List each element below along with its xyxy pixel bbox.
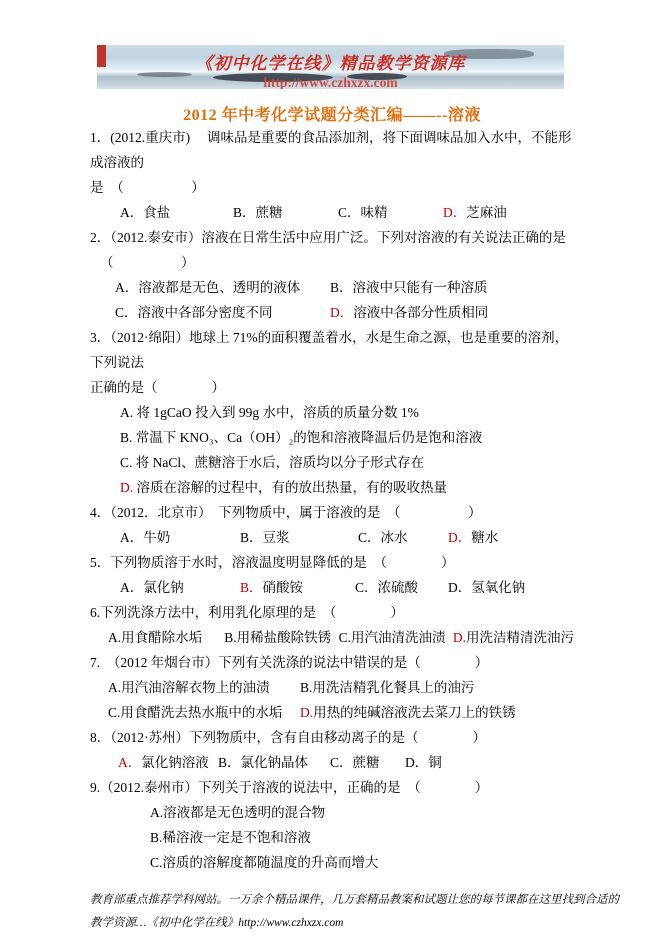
- option-a: [120, 575, 240, 600]
- option-letter: A．: [120, 530, 144, 545]
- question-text: 7. （2012 年烟台市）下列有关洗涤的说法中错误的是（ ）: [90, 655, 489, 670]
- option-letter: B.: [150, 830, 163, 845]
- option-letter: C．: [330, 755, 353, 770]
- option-letter answer-marker: D.: [120, 480, 137, 495]
- questions-list: [90, 125, 574, 875]
- option-b: [218, 750, 330, 775]
- option-letter: C.: [120, 455, 136, 470]
- option-text: 蔗糖: [255, 205, 283, 220]
- question-text: 6.下列洗涤方法中，利用乳化原理的是 （ ）: [90, 605, 404, 620]
- option-text: 溶液都是无色透明的混合物: [163, 805, 326, 820]
- option-b: [90, 825, 574, 850]
- option-b: [240, 575, 355, 600]
- option-letter: A.: [120, 405, 137, 420]
- option-text: 硝酸铵: [262, 580, 304, 595]
- option-text: 稀溶液一定是不饱和溶液: [162, 830, 311, 845]
- options-row: [90, 625, 574, 650]
- option-text: 用食醋除水垢: [121, 630, 203, 645]
- question-1: [90, 125, 574, 225]
- page-title: 2012 年中考化学试题分类汇编——--溶液: [183, 107, 481, 124]
- option-a: [118, 750, 218, 775]
- question-4: [90, 500, 574, 550]
- option-letter answer-marker: D.: [300, 705, 314, 720]
- question-text: 正确的是（ ）: [90, 380, 225, 395]
- options-row: [90, 575, 574, 600]
- option-d: [453, 625, 574, 650]
- option-text: 牛奶: [143, 530, 171, 545]
- option-letter: B.: [224, 630, 237, 645]
- option-a: [115, 275, 330, 300]
- option-text: 氯化钠晶体: [240, 755, 309, 770]
- option-text: 芝麻油: [466, 205, 507, 220]
- option-letter: D．: [448, 580, 472, 595]
- option-a: [90, 400, 574, 425]
- option-letter: A.: [108, 680, 122, 695]
- option-letter answer-marker: D．: [448, 530, 472, 545]
- option-b: [224, 625, 338, 650]
- option-c: [339, 625, 453, 650]
- option-letter: B.: [300, 680, 313, 695]
- option-letter answer-marker: A．: [118, 755, 142, 770]
- question-text: 9.（2012.泰州市）下列关于溶液的说法中，正确的是 （ ）: [90, 780, 489, 795]
- option-a: [108, 675, 300, 700]
- option-letter answer-marker: D.: [452, 630, 466, 645]
- option-letter: B.: [120, 430, 136, 445]
- option-text: 溶液中只能有一种溶质: [352, 280, 488, 295]
- option-d: [448, 575, 525, 600]
- option-a: [108, 625, 224, 650]
- option-letter: A．: [115, 280, 139, 295]
- option-d: [405, 750, 442, 775]
- option-text: 溶质在溶解的过程中，有的放出热量，有的吸收热量: [136, 480, 447, 495]
- options-row: [90, 675, 574, 700]
- question-3: [90, 325, 574, 500]
- option-letter: A.: [150, 805, 164, 820]
- option-text: 溶液中各部分密度不同: [137, 305, 273, 320]
- option-text: 用洗洁精清洗油污: [466, 630, 574, 645]
- option-c: [90, 850, 574, 875]
- banner-site-url: http://www.czhxzx.com: [263, 75, 398, 89]
- footer-line: 教育部重点推荐学科网站。一万余个精品课件，几万套精品教案和试题让您的每节课都在这里找到合适的: [90, 894, 619, 906]
- option-a: [90, 800, 574, 825]
- option-text: 蔗糖: [352, 755, 380, 770]
- option-a: [120, 200, 233, 225]
- option-letter: C．: [355, 580, 378, 595]
- option-text: 将 NaCl、蔗糖溶于水后，溶质均以分子形式存在: [135, 455, 425, 470]
- option-letter answer-marker: D．: [330, 305, 354, 320]
- option-c: [330, 750, 405, 775]
- banner-site-title: 《初中化学在线》精品教学资源库: [195, 54, 466, 73]
- options-row: [90, 200, 574, 225]
- question-text: 3．（2012·绵阳）地球上 71%的面积覆盖着水，水是生命之源，也是重要的溶剂，下列说法: [90, 330, 569, 370]
- option-c: [108, 700, 300, 725]
- option-c: [338, 200, 443, 225]
- options-row: [90, 300, 574, 325]
- option-letter: B．: [240, 530, 263, 545]
- option-text: 用汽油清洗油渍: [350, 630, 446, 645]
- option-b: [300, 675, 474, 700]
- option-text: 用稀盐酸除铁锈: [236, 630, 332, 645]
- option-text: 用食醋洗去热水瓶中的水垢: [120, 705, 283, 720]
- option-text: 溶质的溶解度都随温度的升高而增大: [162, 855, 379, 870]
- option-letter: A.: [108, 630, 122, 645]
- option-b: [330, 275, 488, 300]
- question-text: 是 （ ）: [90, 180, 205, 195]
- option-letter: C．: [358, 530, 381, 545]
- option-d: [90, 475, 574, 500]
- question-2: [90, 225, 574, 325]
- options-row: [90, 525, 574, 550]
- option-d: [443, 200, 507, 225]
- option-c: [90, 450, 574, 475]
- option-letter: C.: [108, 705, 121, 720]
- option-letter: A．: [120, 580, 144, 595]
- option-letter: C．: [338, 205, 361, 220]
- option-text: 糖水: [471, 530, 499, 545]
- option-letter: A．: [120, 205, 144, 220]
- option-b: [233, 200, 338, 225]
- option-b: [90, 425, 574, 450]
- option-d: [330, 300, 488, 325]
- option-letter: C.: [338, 630, 351, 645]
- question-text: 1．(2012.重庆市) 调味品是重要的食品添加剂，将下面调味品加入水中，不能形成溶液的: [90, 130, 572, 170]
- question-9: [90, 775, 574, 875]
- question-text: 8．（2012·苏州）下列物质中，含有自由移动离子的是（ ）: [90, 730, 486, 745]
- option-letter answer-marker: B．: [240, 580, 263, 595]
- options-row: [90, 700, 574, 725]
- option-d: [448, 525, 498, 550]
- question-text: 4．（2012．北京市） 下列物质中，属于溶液的是 （ ）: [90, 505, 482, 520]
- question-text: 5．下列物质溶于水时，溶液温度明显降低的是 （ ）: [90, 555, 455, 570]
- option-text: 用洗洁精乳化餐具上的油污: [312, 680, 475, 695]
- option-c: [355, 575, 448, 600]
- option-a: [120, 525, 240, 550]
- option-text: 铜: [428, 755, 442, 770]
- option-letter: C.: [150, 855, 163, 870]
- option-text: 溶液都是无色、透明的液体: [138, 280, 301, 295]
- option-text: 氯化钠溶液: [141, 755, 209, 770]
- option-text: 用热的纯碱溶液洗去菜刀上的铁锈: [313, 705, 516, 720]
- option-text: 味精: [360, 205, 388, 220]
- question-text: （ ）: [100, 255, 195, 270]
- options-row: [90, 275, 574, 300]
- option-letter answer-marker: D．: [443, 205, 467, 220]
- option-text: 将 1gCaO 投入到 99g 水中，溶质的质量分数 1%: [136, 405, 419, 420]
- option-letter: B．: [330, 280, 353, 295]
- option-text: 氢氧化钠: [471, 580, 526, 595]
- footer: [90, 889, 661, 935]
- footer-line: 教学资源…《初中化学在线》http://www.czhxzx.com: [90, 917, 344, 929]
- option-letter: B．: [218, 755, 241, 770]
- question-text: 2．（2012.泰安市）溶液在日常生活中应用广泛。下列对溶液的有关说法正确的是: [90, 230, 566, 245]
- option-text: 冰水: [380, 530, 408, 545]
- question-6: [90, 600, 574, 650]
- option-text: 浓硫酸: [377, 580, 419, 595]
- option-b: [240, 525, 358, 550]
- header-banner: [97, 45, 564, 89]
- option-d: [300, 700, 516, 725]
- option-text: 溶液中各部分性质相同: [353, 305, 489, 320]
- option-text: 食盐: [143, 205, 171, 220]
- question-8: [90, 725, 574, 775]
- question-5: [90, 550, 574, 600]
- option-letter: C．: [115, 305, 138, 320]
- question-7: [90, 650, 574, 725]
- option-text: 用汽油溶解衣物上的油渍: [121, 680, 270, 695]
- option-letter: D．: [405, 755, 429, 770]
- option-text: 常温下 KNO₃、Ca（OH）₂的饱和溶液降温后仍是饱和溶液: [135, 430, 483, 445]
- option-c: [358, 525, 448, 550]
- option-c: [115, 300, 330, 325]
- option-text: 氯化钠: [143, 580, 184, 595]
- option-letter: B．: [233, 205, 256, 220]
- options-row: [90, 750, 574, 775]
- option-text: 豆浆: [262, 530, 290, 545]
